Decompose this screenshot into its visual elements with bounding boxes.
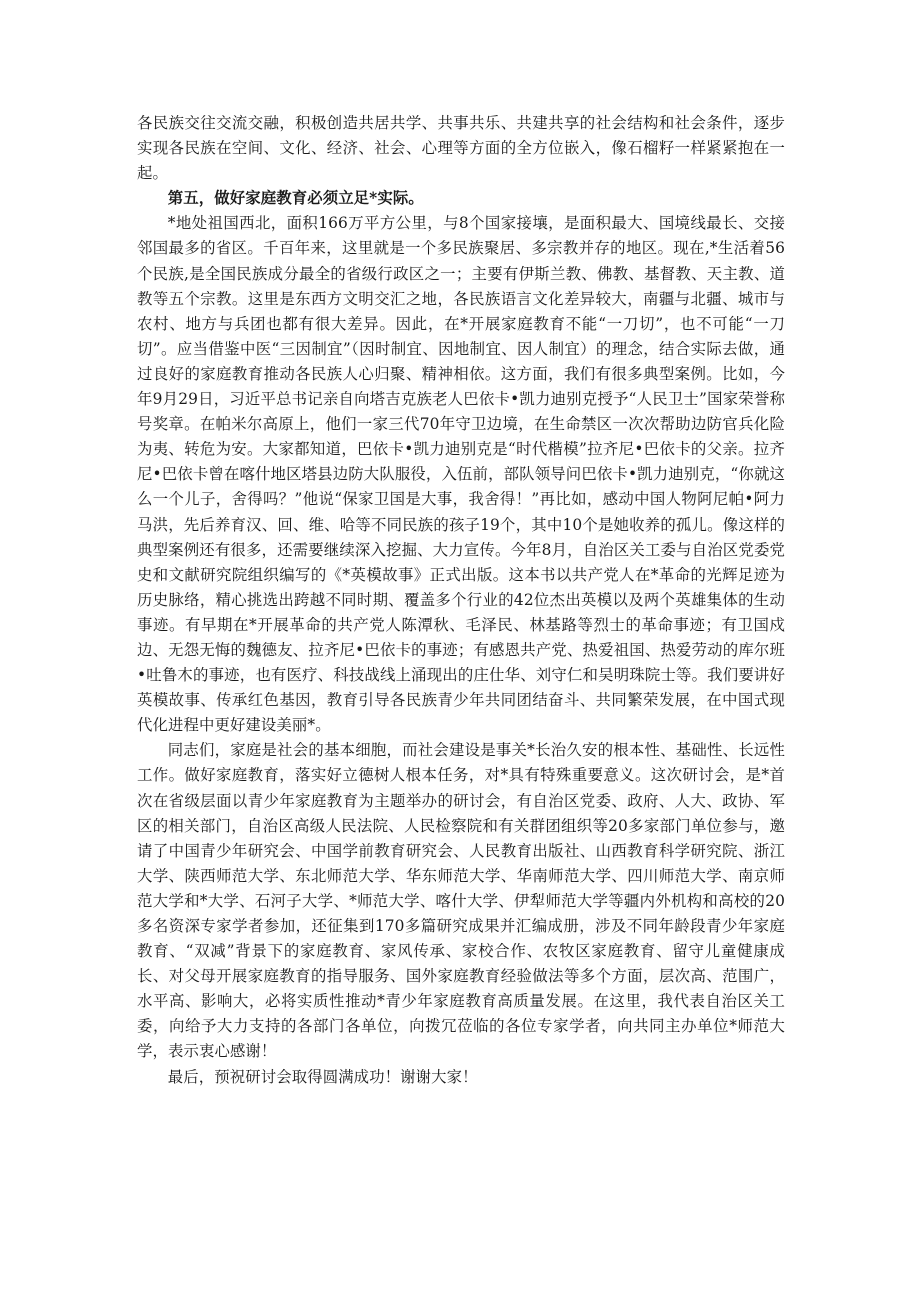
paragraph: 同志们，家庭是社会的基本细胞，而社会建设是事关*长治久安的根本性、基础性、长远性工作。做好家庭教育，落实好立德树人根本任务，对*具有特殊重要意义。这次研讨会，是*首次在省级层面以青少年家庭教育为主题举办的研讨会，有自治区党委、政府、人大、政协、军区的相关部门，自治区高级人民法院、人民检察院和有关群团组织等20多家部门单位参与，邀请了中国青少年研究会、中国学前教育研究会、人民教育出版社、山西教育科学研究院、浙江大学、陕西师范大学、东北师范大学、华东师范大学、华南师范大学、四川师范大学、南京师范大学和*大学、石河子大学、*师范大学、喀什大学、伊犁师范大学等疆内外机构和高校的20多名资深专家学者参加，还征集到170多篇研究成果并汇编成册，涉及不同年龄段青少年家庭教育、“双减”背景下的家庭教育、家风传承、家校合作、农牧区家庭教育、留守儿童健康成长、对父母开展家庭教育的指导服务、国外家庭教育经验做法等多个方面，层次高、范围广，水平高、影响大，必将实质性推动*青少年家庭教育高质量发展。在这里，我代表自治区关工委，向给予大力支持的各部门各单位，向拨冗莅临的各位专家学者，向共同主办单位*师范大学，表示衷心感谢！ bbox=[137, 741, 785, 1061]
paragraph-continuation: 各民族交往交流交融，积极创造共居共学、共事共乐、共建共享的社会结构和社会条件，逐步实现各民族在空间、文化、经济、社会、心理等方面的全方位嵌入，像石榴籽一样紧紧抱在一起。 bbox=[137, 114, 785, 183]
paragraph-closing: 最后，预祝研讨会取得圆满成功！谢谢大家！ bbox=[167, 1067, 478, 1086]
paragraph: *地处祖国西北，面积166万平方公里，与8个国家接壤，是面积最大、国境线最长、交接邻国最多的省区。千百年来，这里就是一个多民族聚居、多宗教并存的地区。现在,*生活着56个民族,是全国民族成分最全的省级行政区之一；主要有伊斯兰教、佛教、基督教、天主教、道教等五个宗教。这里是东西方文明交汇之地，各民族语言文化差异较大，南疆与北疆、城市与农村、地方与兵团也都有很大差异。因此，在*开展家庭教育不能“一刀切”，也不可能“一刀切”。应当借鉴中医“三因制宜”（因时制宜、因地制宜、因人制宜）的理念，结合实际去做，通过良好的家庭教育推动各民族人心归聚、精神相依。这方面，我们有很多典型案例。比如，今年9月29日，习近平总书记亲自向塔吉克族老人巴依卡•凯力迪别克授予“人民卫士”国家荣誉称号奖章。在帕米尔高原上，他们一家三代70年守卫边境，在生命禁区一次次帮助边防官兵化险为夷、转危为安。大家都知道，巴依卡•凯力迪别克是“时代楷模”拉齐尼•巴依卡的父亲。拉齐尼•巴依卡曾在喀什地区塔县边防大队服役，入伍前，部队领导问巴依卡•凯力迪别克，“你就这么一个儿子，舍得吗？”他说“保家卫国是大事，我舍得！”再比如，感动中国人物阿尼帕•阿力马洪，先后养育汉、回、维、哈等不同民族的孩子19个，其中10个是她收养的孤儿。像这样的典型案例还有很多，还需要继续深入挖掘、大力宣传。今年8月，自治区关工委与自治区党委党史和文献研究院组织编写的《*英模故事》正式出版。这本书以共产党人在*革命的光辉足迹为历史脉络，精心挑选出跨越不同时期、覆盖多个行业的42位杰出英模以及两个英雄集体的生动事迹。有早期在*开展革命的共产党人陈潭秋、毛泽民、林基路等烈士的革命事迹；有卫国戍边、无怨无悔的魏德友、拉齐尼•巴依卡的事迹；有感恩共产党、热爱祖国、热爱劳动的库尔班•吐鲁木的事迹，也有医疗、科技战线上涌现出的庄仕华、刘守仁和吴明珠院士等。我们要讲好英模故事、传承红色基因，教育引导各民族青少年共同团结奋斗、共同繁荣发展，在中国式现代化进程中更好建设美丽*。 bbox=[137, 214, 785, 735]
section-heading: 第五，做好家庭教育必须立足*实际。 bbox=[167, 189, 424, 208]
document-body bbox=[137, 111, 785, 1090]
